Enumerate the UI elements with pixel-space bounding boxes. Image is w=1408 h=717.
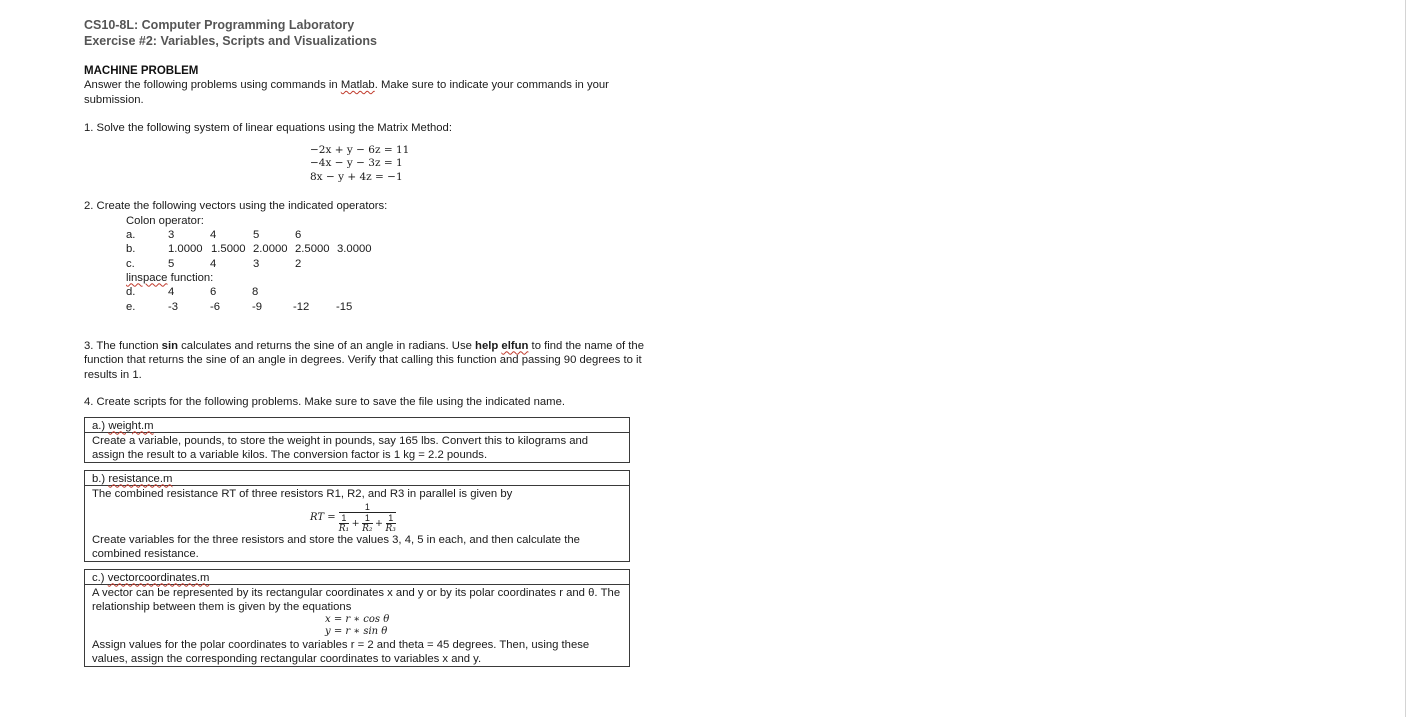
spellcheck-word: elfun [501,339,529,352]
question-1: 1. Solve the following system of linear equations using the Matrix Method: [84,122,452,134]
equation-system [310,144,644,185]
script-filename: a.) weight.m [85,418,629,433]
script-description: Create a variable, pounds, to store the weight in pounds, say 165 lbs. Convert this to kilograms and assign the result to a variable kilos. The conversion factor is 1 kg = 2.2 pounds. [92,434,589,461]
script-description: A vector can be represented by its rectangular coordinates x and y or by its polar coordinates r and θ. The relationship between them is given by the equations x = r ∗ cos θ y = r ∗ sin θ Assign values for the polar coordinates to variables r = 2 and theta = 45 degrees. Then, using these values, assign the corresponding rectangular coordinates to variables x and y. [92,586,621,665]
section-title: MACHINE PROBLEM [84,65,199,77]
question-4: 4. Create scripts for the following problems. Make sure to save the file using the indicated name. [84,396,565,408]
document-page [84,17,644,667]
equation: −4x − y − 3z = 1 [310,157,403,169]
polar-equation: y = r ∗ sin θ [325,625,388,637]
script-box-resistance [84,470,630,562]
intro-paragraph: Answer the following problems using commands in Matlab. Make sure to indicate your commands in your submission. [84,79,609,106]
script-description: The combined resistance RT of three resistors R1, R2, and R3 in parallel is given by RT = 1 $\frac{1}{\text{R₁}}$ + $\frac{1}{\text{R₂}}$ + $\frac{1}{\text{R₃}}$ Create variables for the three resistors and store the values 3, 4, 5 in each, and then calculate the combined resistance. [85,486,629,561]
script-box-weight [84,417,630,463]
script-filename: b.) resistance.m [85,471,629,486]
vector-table: Colon operator: a. 3 4 5 6 b. 1.0000 1.5000 2.0000 2.5000 3.0000 c. 5 4 3 2 linspace function: d. 4 6 8 e. -3 -6 -9 -12 -15 [126,214,372,313]
question-3: 3. The function sin calculates and returns the sine of an angle in radians. Use help elfun to find the name of the function that returns the sine of an angle in degrees. Verify that calling this function and passing 90 degrees to it results in 1. [84,339,644,381]
polar-equation: x = r ∗ cos θ [325,613,390,625]
page-edge [1405,0,1406,717]
exercise-title: Exercise #2: Variables, Scripts and Visualizations [84,34,377,48]
script-filename: c.) vectorcoordinates.m [85,570,629,585]
spellcheck-word: linspace [126,271,168,284]
equation: −2x + y − 6z = 11 [310,143,410,156]
course-title: CS10-8L: Computer Programming Laboratory [84,18,355,32]
formula-fraction: 1 $\frac{1}{\text{R₁}}$ + $\frac{1}{\text{R₂}}$ + $\frac{1}{\text{R₃}}$ [338,501,396,534]
resistance-formula: RT = 1 $\frac{1}{\text{R₁}}$ + $\frac{1}{\text{R₂}}$ + $\frac{1}{\text{R₃}}$ [310,501,396,534]
script-box-vectorcoordinates [84,569,630,667]
question-2: 2. Create the following vectors using the indicated operators: [84,200,388,212]
spellcheck-word: Matlab [340,79,375,91]
equation: 8x − y + 4z = −1 [310,170,403,183]
